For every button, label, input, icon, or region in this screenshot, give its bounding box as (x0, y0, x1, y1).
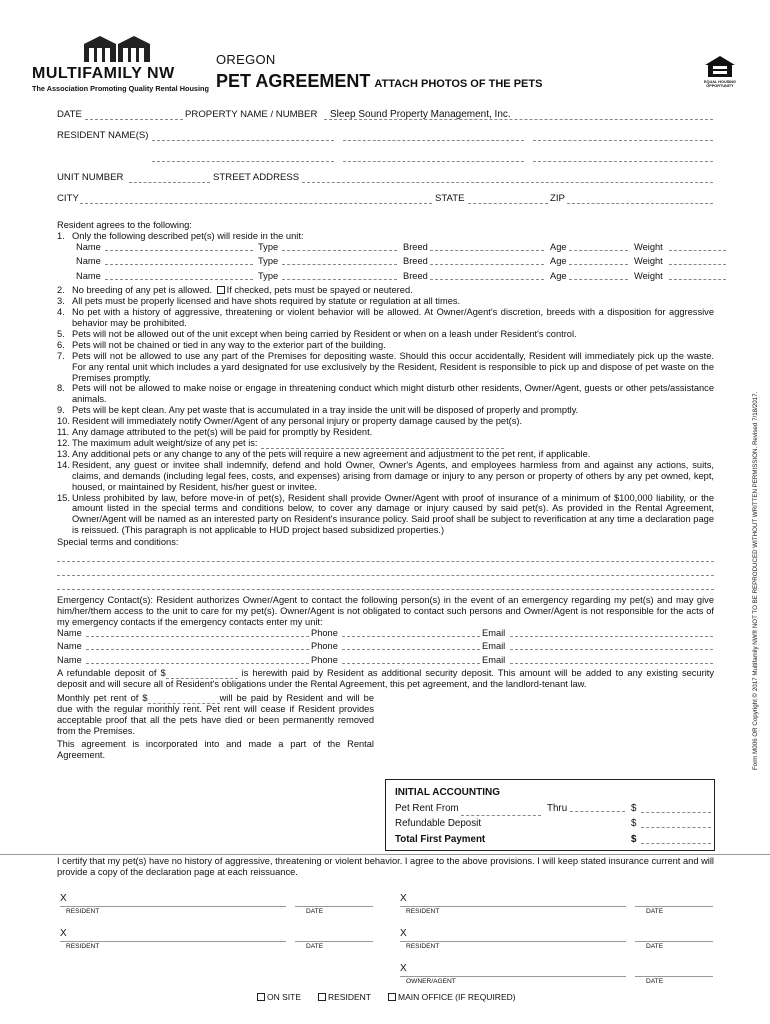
emergency-contacts (57, 628, 714, 669)
equal-housing-logo (697, 55, 743, 88)
logo-houses-icon (82, 34, 152, 62)
signer-label: RESIDENT (66, 943, 100, 950)
provision-number: 6. (57, 339, 65, 350)
special-terms-line-2[interactable] (57, 562, 714, 576)
state-field[interactable] (468, 193, 548, 204)
contact-email-field[interactable] (510, 655, 713, 664)
resident-name-field-4[interactable] (152, 151, 334, 162)
pet-age-field[interactable] (569, 242, 628, 251)
pet-name-field[interactable] (105, 256, 253, 265)
main-office-checkbox[interactable] (388, 993, 396, 1001)
rent-from-field[interactable] (461, 807, 541, 816)
initial-accounting-box (385, 779, 715, 851)
provision-item (57, 438, 714, 449)
provision-number: 10. (57, 416, 70, 427)
pet-row (76, 256, 714, 271)
item-2: 2. No breeding of any pet is allowed. If checked, pets must be spayed or neutered. (57, 285, 413, 296)
pet-breed-label: Breed (403, 241, 428, 252)
date-property-row (57, 109, 713, 122)
contact-phone-field[interactable] (342, 641, 480, 650)
rent-thru-field[interactable] (570, 803, 625, 812)
provision-text: Resident will immediately notify Owner/Agent of any personal injury or property damage caused by the pet(s). (72, 416, 523, 427)
signature-line[interactable] (60, 941, 286, 942)
contact-phone-label: Phone (311, 654, 338, 665)
provision-text: No pet with a history of aggressive, threatening or violent behavior will be allowed. At Owner/Agent's discretion, breeds with a disposition for aggressive behavior may be prohibited. (72, 307, 714, 329)
property-label: PROPERTY NAME / NUMBER (185, 109, 318, 120)
provision-item (57, 493, 714, 537)
contact-phone-label: Phone (311, 627, 338, 638)
contact-name-field[interactable] (86, 655, 309, 664)
pet-weight-field[interactable] (669, 256, 726, 265)
pet-type-label: Type (258, 270, 279, 281)
date-label: DATE (57, 109, 82, 120)
signature-line[interactable] (400, 976, 626, 977)
incorporated-text: This agreement is incorporated into and made a part of the Rental Agreement. (57, 738, 374, 760)
max-weight-field[interactable] (261, 440, 504, 449)
spay-neuter-checkbox[interactable] (217, 286, 225, 294)
pet-name-label: Name (76, 270, 101, 281)
pet-weight-field[interactable] (669, 242, 726, 251)
pet-weight-label: Weight (634, 241, 663, 252)
contact-phone-field[interactable] (342, 655, 480, 664)
pet-type-label: Type (258, 241, 279, 252)
onsite-checkbox[interactable] (257, 993, 265, 1001)
provision-item (57, 340, 714, 351)
resident-name-field-6[interactable] (533, 151, 713, 162)
provision-number: 4. (57, 307, 65, 318)
equal-housing-icon (704, 55, 736, 79)
contact-name-label: Name (57, 654, 82, 665)
pet-age-label: Age (550, 270, 567, 281)
signature-line[interactable] (400, 906, 626, 907)
signer-label: RESIDENT (406, 908, 440, 915)
provision-text: The maximum adult weight/size of any pet is: (72, 438, 258, 448)
signature-x-mark: X (60, 893, 67, 904)
date-label: DATE (306, 908, 324, 915)
resident-name-field-1[interactable] (152, 130, 334, 141)
pet-type-label: Type (258, 256, 279, 267)
provision-item (57, 296, 714, 307)
provision-item (57, 405, 714, 416)
provision-text: Pets will not be allowed to make noise or engage in threatening conduct which might disturb other residents, Owner/Agent, guests or other pets/assistance animals. (72, 383, 714, 405)
initial-accounting-title: INITIAL ACCOUNTING (395, 787, 500, 798)
intro-text: Resident agrees to the following: (57, 220, 192, 230)
provision-item (57, 427, 714, 438)
total-first-payment-row: Total First Payment $ (395, 832, 714, 848)
provision-text: Resident, any guest or invitee shall indemnify, defend and hold Owner, Owner's Agents, and employees harmless from and against any actions, suits, claims, and demands (including legal fees, costs, and expenses) arising from damage or injury to any person or property of others by any pet owned, kept, housed, or maintained by Resident, his/her guest or invitee. (72, 459, 714, 492)
signature-x-mark: X (60, 928, 67, 939)
resident-name-field-2[interactable] (343, 130, 524, 141)
provision-number: 11. (57, 427, 70, 438)
date-line[interactable] (635, 976, 713, 977)
contact-name-field[interactable] (86, 628, 309, 637)
title-text: PET AGREEMENT (216, 71, 371, 91)
pet-name-field[interactable] (105, 242, 253, 251)
special-terms-line-1[interactable] (57, 548, 714, 562)
street-address-field[interactable] (302, 172, 713, 183)
form-title (216, 70, 542, 93)
deposit-amount-field[interactable] (166, 670, 238, 679)
contact-email-field[interactable] (510, 628, 713, 637)
certification-text: I certify that my pet(s) have no history of aggressive, threatening or violent behavior. I agree to the above provisions. I will keep stated insurance current and will provide a copy of the declaration page at each reissuance. (57, 856, 714, 877)
refundable-deposit-row: Refundable Deposit $ (395, 816, 714, 832)
date-line[interactable] (635, 906, 713, 907)
street-address-label: STREET ADDRESS (213, 172, 300, 183)
date-label: DATE (306, 943, 324, 950)
provision-text: Pets will not be allowed to use any part of the Premises for depositing waste. Should this occur accidentally, Resident will immediately pick up the waste. For any rental unit which includes a yard designated for use exclusively by the Resident, Resident is responsible to pick up and dispose of pet waste on the Premises promptly. (72, 350, 714, 383)
logo-tagline: The Association Promoting Quality Rental Housing (32, 84, 209, 93)
pet-age-label: Age (550, 241, 567, 252)
provision-text: Pets will not be allowed out of the unit except when being carried by Resident or when on a leash under Resident's control. (72, 328, 577, 339)
provision-number: 9. (57, 405, 65, 416)
provision-text: All pets must be properly licensed and have shots required by statute or regulation at all times. (72, 296, 461, 307)
resident-names-row (57, 130, 713, 143)
pet-weight-label: Weight (634, 270, 663, 281)
provision-item (57, 329, 714, 340)
copyright-sidebar: Form M006 OR Copyright © 2017 Multifamily NW® NOT TO BE REPRODUCED WITHOUT WRITTEN PERMISSION. Revised 7/18/2017. (752, 391, 759, 770)
pet-type-field[interactable] (282, 256, 397, 265)
signature-x-mark: X (400, 893, 407, 904)
contact-phone-field[interactable] (342, 628, 480, 637)
property-value[interactable]: Sleep Sound Property Management, Inc. (330, 109, 511, 120)
agreement-body (57, 220, 714, 761)
provision-text: Pets will not be chained or tied in any way to the exterior part of the building. (72, 339, 386, 350)
special-terms-line-3[interactable] (57, 576, 714, 590)
footer-onsite: ON SITE (255, 992, 301, 1003)
provision-text: Any damage attributed to the pet(s) will be paid for promptly by Resident. (72, 427, 373, 438)
contact-phone-label: Phone (311, 641, 338, 652)
pet-weight-field[interactable] (669, 271, 726, 280)
state-label: STATE (435, 193, 465, 204)
provision-item (57, 449, 714, 460)
provision-number: 8. (57, 383, 65, 394)
date-line[interactable] (295, 941, 373, 942)
provision-number: 3. (57, 296, 65, 307)
unit-number-field[interactable] (129, 172, 210, 183)
pet-breed-field[interactable] (430, 242, 544, 251)
form-state: OREGON (216, 52, 276, 67)
provision-item (57, 416, 714, 427)
city-label: CITY (57, 193, 79, 204)
emergency-contact-text: Emergency Contact(s): Resident authorizes Owner/Agent to contact the following person(s) in the event of an emergency regarding my pet(s) and may give him/her/them access to the unit to care for my pet(s). Owner/Agent is not obligated to contact such persons and Owner/Agent is not responsible for the acts of my emergency contacts if the emergency contacts enter my unit: (57, 595, 714, 627)
provision-number: 14. (57, 459, 70, 470)
pet-type-field[interactable] (282, 271, 397, 280)
emergency-contact-row (57, 628, 714, 642)
contact-name-label: Name (57, 627, 82, 638)
pet-breed-field[interactable] (430, 271, 544, 280)
provision-text: Any additional pets or any change to any of the pets will require a new agreement and adjustment to the pet rent, if applicable. (72, 448, 591, 459)
zip-field[interactable] (567, 193, 713, 204)
pet-weight-label: Weight (634, 256, 663, 267)
divider (0, 854, 770, 855)
date-label: DATE (646, 908, 664, 915)
logo-name: MULTIFAMILY NW (32, 65, 175, 82)
signature-line[interactable] (60, 906, 286, 907)
pet-breed-label: Breed (403, 256, 428, 267)
signer-label: RESIDENT (406, 943, 440, 950)
pet-name-label: Name (76, 241, 101, 252)
pet-age-label: Age (550, 256, 567, 267)
resident-names-label: RESIDENT NAME(S) (57, 130, 149, 141)
contact-name-label: Name (57, 641, 82, 652)
unit-street-row (57, 172, 713, 185)
special-terms-label: Special terms and conditions: (57, 537, 179, 548)
pet-rent-text: Monthly pet rent of $ will be paid by Resident and will be due with the regular monthly rent. Pet rent will cease if Resident provides acceptable proof that all the pets have died or been permanently removed from the Premises. (57, 693, 374, 736)
provision-number: 15. (57, 492, 70, 503)
date-line[interactable] (635, 941, 713, 942)
provision-item (57, 460, 714, 493)
provision-item (57, 383, 714, 405)
pet-age-field[interactable] (569, 256, 628, 265)
title-subtitle: ATTACH PHOTOS OF THE PETS (374, 78, 543, 90)
zip-label: ZIP (550, 193, 565, 204)
pet-rent-amount-field[interactable] (148, 695, 220, 704)
provision-item (57, 351, 714, 384)
emergency-contact-row (57, 641, 714, 655)
deposit-total-field[interactable] (641, 818, 711, 828)
resident-names-row-2 (57, 151, 713, 164)
pet-type-field[interactable] (282, 242, 397, 251)
deposit-text: A refundable deposit of $ is herewith paid by Resident as additional security deposit. This amount will be added to any existing security deposit and will secure all of Resident's obligations under the Rental Agreement, this pet agreement, and the landlord-tenant law. (57, 668, 714, 690)
provision-item (57, 307, 714, 329)
signature-x-mark: X (400, 963, 407, 974)
footer-resident: RESIDENT (316, 992, 371, 1003)
pet-breed-field[interactable] (430, 256, 544, 265)
rent-amount-field[interactable] (641, 803, 711, 813)
provision-number: 12. (57, 438, 70, 448)
provision-number: 5. (57, 328, 65, 339)
unit-number-label: UNIT NUMBER (57, 172, 124, 183)
equal-housing-text: EQUAL HOUSING OPPORTUNITY (704, 80, 736, 88)
item-1: 1. Only the following described pet(s) will reside in the unit: (57, 230, 304, 241)
signer-label: OWNER/AGENT (406, 978, 456, 985)
pet-age-field[interactable] (569, 271, 628, 280)
signature-line[interactable] (400, 941, 626, 942)
contact-email-field[interactable] (510, 641, 713, 650)
resident-name-field-3[interactable] (533, 130, 713, 141)
signature-x-mark: X (400, 928, 407, 939)
contact-email-label: Email (482, 627, 506, 638)
date-label: DATE (646, 943, 664, 950)
contact-email-label: Email (482, 654, 506, 665)
pet-rent-from-row: Pet Rent From Thru $ (395, 801, 714, 817)
provision-number: 13. (57, 448, 70, 459)
pet-table (57, 242, 714, 286)
city-state-zip-row (57, 193, 713, 206)
footer-main-office: MAIN OFFICE (IF REQUIRED) (386, 992, 516, 1003)
date-field[interactable] (85, 109, 183, 120)
date-label: DATE (646, 978, 664, 985)
provision-text: Pets will be kept clean. Any pet waste that is accumulated in a tray inside the unit will be disposed of properly and promptly. (72, 405, 579, 416)
pet-row (76, 271, 714, 286)
city-field[interactable] (80, 193, 432, 204)
emergency-contact-row (57, 655, 714, 669)
provision-number: 7. (57, 350, 65, 361)
contact-name-field[interactable] (86, 641, 309, 650)
resident-name-field-5[interactable] (343, 151, 524, 162)
pet-row (76, 242, 714, 257)
provision-list (57, 296, 714, 536)
date-line[interactable] (295, 906, 373, 907)
pet-name-field[interactable] (105, 271, 253, 280)
resident-copy-checkbox[interactable] (318, 993, 326, 1001)
pet-breed-label: Breed (403, 270, 428, 281)
pet-name-label: Name (76, 256, 101, 267)
contact-email-label: Email (482, 641, 506, 652)
signer-label: RESIDENT (66, 908, 100, 915)
total-field[interactable] (641, 834, 711, 844)
provision-text: Unless prohibited by law, before move-in of pet(s), Resident shall provide Owner/Agent with proof of insurance of a minimum of $100,000 liability, or the amount listed in the special terms and conditions below, to cover any damage or injury caused by said pet(s). As provided in the Rental Agreement, Owner/Agent will be named as an interested party on Resident's insurance policy. Said proof shall be subject to reverification at any time a declaration page is reissued. (This paragraph is not applicable to HUD project based subsidized properties.) (72, 492, 714, 536)
